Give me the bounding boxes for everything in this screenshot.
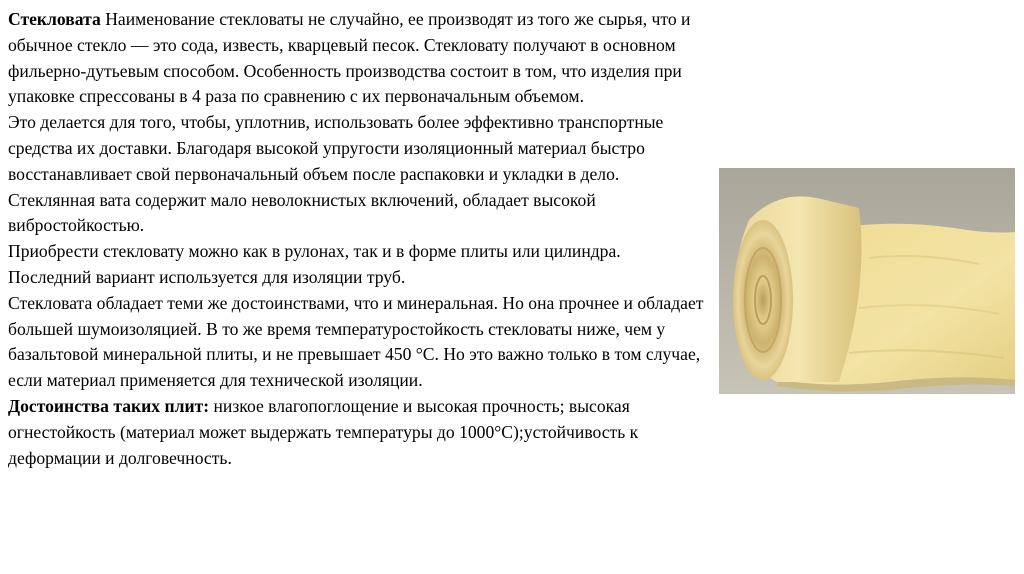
paragraph-text: Приобрести стекловату можно как в рулонах, так и в форме плиты или цилиндра. Последний вариант используется для изоляции труб. — [8, 241, 621, 287]
advantages-heading: Достоинства таких плит: — [8, 395, 210, 416]
paragraph-packing — [8, 110, 708, 239]
glass-wool-roll-illustration — [719, 168, 1015, 394]
paragraph-text: Стекловата обладает теми же достоинствами, что и минеральная. Но она прочнее и обладает большей шумоизоляцией. В то же время температуростойкость стекловаты ниже, чем у базальтовой минеральной плиты, и не превышает 450 °С. Но это важно только в том случае, если материал применяется для технической изоляции. — [8, 292, 704, 391]
term-heading: Стекловата — [8, 9, 101, 29]
paragraph-text: низкое влагопоглощение и высокая прочность; высокая огнестойкость (материал может выдержать температуры до 1000°С);устойчивость к деформации и долговечность. — [8, 395, 639, 468]
glass-wool-roll-image — [719, 168, 1015, 394]
paragraph-advantages — [8, 394, 708, 471]
paragraph-forms — [8, 239, 708, 291]
paragraph-text: Наименование стекловаты не случайно, ее производят из того же сырья, что и обычное стекло — это сода, известь, кварцевый песок. Стекловату получают в основном фильерно-дутьевым способом. Особенность производства состоит в том, что изделия при упаковке спрессованы в 4 раза по сравнению с их первоначальным объемом. — [8, 9, 691, 107]
paragraph-comparison — [8, 291, 708, 394]
paragraph-text: Это делается для того, чтобы, уплотнив, использовать более эффективно транспортные средства их доставки. Благодаря высокой упругости изоляционный материал быстро восстанавливает свой первоначальный объем после распаковки и укладки в дело. Стеклянная вата содержит мало неволокнистых включений, обладает высокой вибростойкостью. — [8, 112, 664, 236]
article-text — [8, 7, 708, 471]
paragraph-intro — [8, 7, 708, 110]
